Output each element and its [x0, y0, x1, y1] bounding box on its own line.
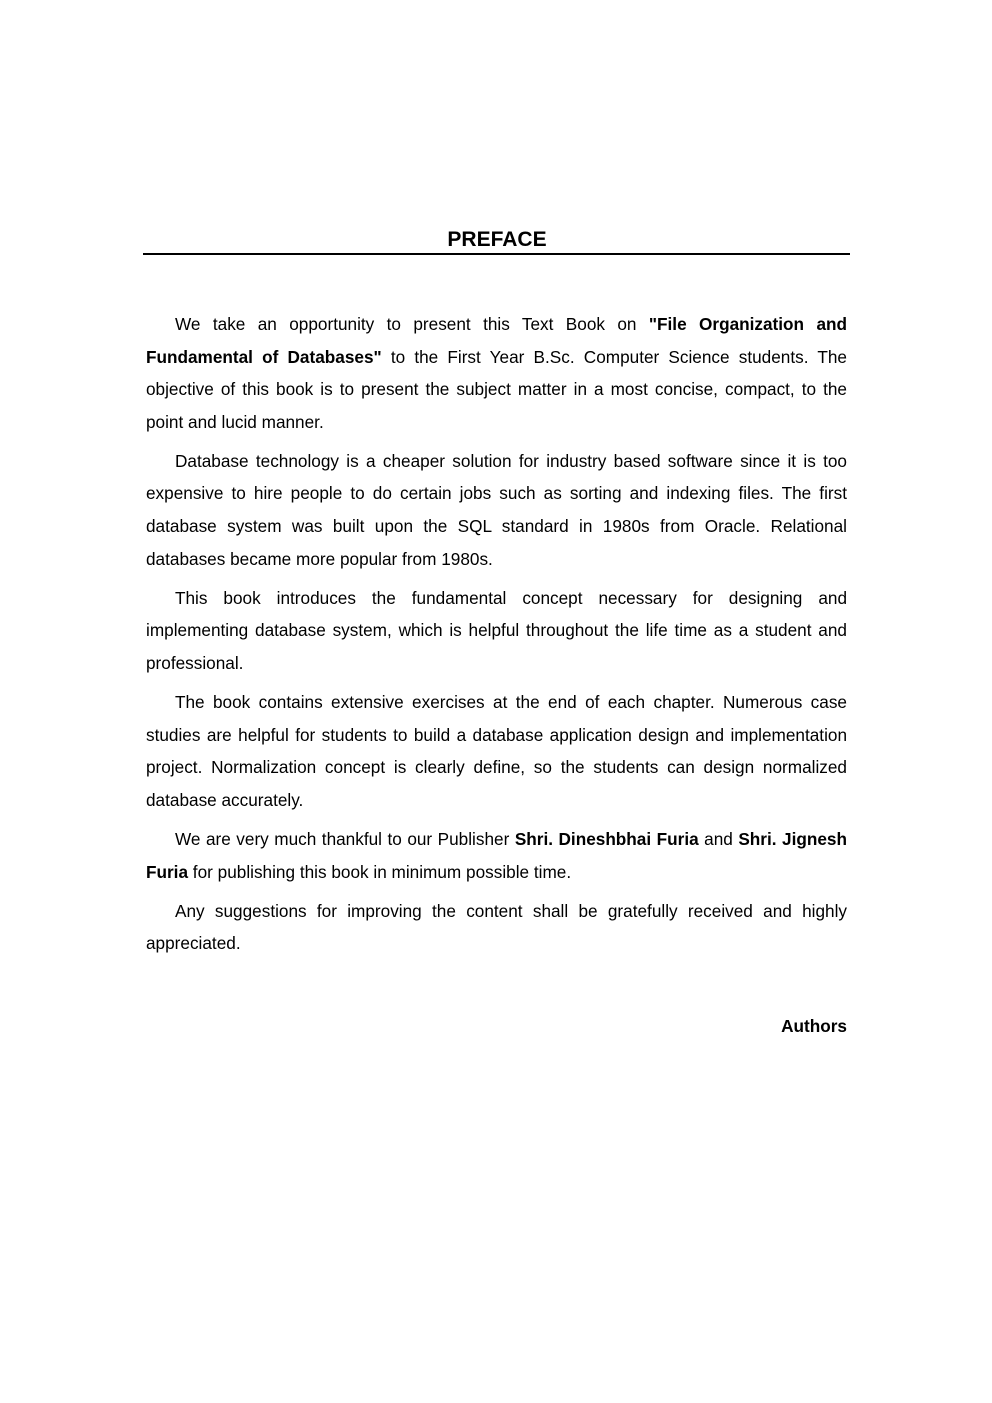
- publisher-name-2: Shri. Jignesh Furia: [146, 828, 847, 882]
- publisher-name-1: Shri. Dineshbhai Furia: [514, 828, 699, 849]
- paragraph-intro-before: We take an opportunity to present this Text Book on: [175, 314, 649, 334]
- page-title: PREFACE: [447, 228, 547, 251]
- paragraph-book-introduction: This book introduces the fundamental concept necessary for designing and implementing database system, which is helpful throughout the life time as a student and professional.: [146, 587, 847, 673]
- paragraph-exercises: The book contains extensive exercises at the end of each chapter. Numerous case studies are helpful for students to build a database application design and implementation project. Normalization concept is clearly define, so the students can design normalized database accurately.: [146, 692, 847, 810]
- paragraph-suggestions: Any suggestions for improving the content shall be gratefully received and highly appreciated.: [146, 900, 847, 954]
- paragraph-intro-after: to the First Year B.Sc. Computer Science students. The objective of this book is to present the subject matter in a most concise, compact, to the point and lucid manner.: [146, 346, 847, 432]
- paragraph-intro: [146, 308, 847, 438]
- preface-body: [146, 308, 847, 966]
- paragraph-thanks-before: We are very much thankful to our Publisher: [175, 828, 515, 849]
- paragraph-database-technology: Database technology is a cheaper solution for industry based software since it is too expensive to hire people to do certain jobs such as sorting and indexing files. The first database system was built upon the SQL standard in 1980s from Oracle. Relational databases became more popular from 1980s.: [146, 450, 847, 569]
- paragraph-thanks-middle: and: [698, 828, 739, 849]
- book-title-bold: "File Organization and Fundamental of Databases": [146, 314, 847, 367]
- title-underline: [143, 253, 850, 255]
- signature-authors: Authors: [781, 1016, 847, 1036]
- paragraph-thanks-after: for publishing this book in minimum possible time.: [188, 861, 572, 882]
- paragraph-thanks: [146, 823, 847, 888]
